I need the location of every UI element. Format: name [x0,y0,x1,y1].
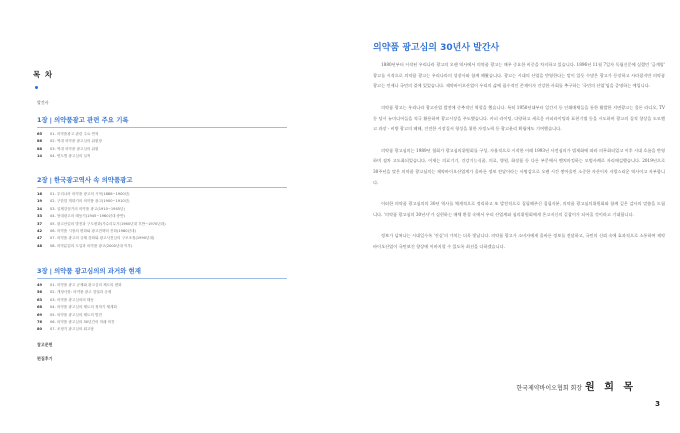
toc-item[interactable] [37,319,297,326]
toc-item-page: 56 [37,290,43,295]
chapter-divider [37,278,287,279]
preface-paragraph: 정보가 넘쳐나는 시대일수록 '진실'의 가치는 더욱 빛납니다. 의약품 광고가 소비자에게 올바른 정보를 전달하고, 국민의 신뢰 속에 효과적으로 소통하여 제약바이오산업이 국민보건 향상에 이바지할 수 있도록 최선을 다하겠습니다. [373,233,665,249]
toc-item-text: 01. 우리나라 의약품 광고의 시작(1886~1900년) [50,192,130,196]
toc-item[interactable] [37,221,297,228]
toc-item-page: 65 [37,132,43,136]
toc-preface[interactable]: 발간사 [37,100,49,105]
chapter-number: 1장 [37,116,48,124]
chapter-separator: | [49,267,52,275]
toc-chapter-1 [37,115,297,161]
toc-references[interactable]: 참고문헌 [37,342,53,347]
toc-item[interactable] [37,289,297,296]
chapter-divider [37,127,287,128]
toc-item-text: 05. 의약품 광고심의 제도의 발전 [50,312,102,317]
toc-item-page: 80 [37,327,43,332]
page-number: 3 [655,400,660,408]
toc-item-text: 08. 의약분업의 도입과 의약품 광고(2000년대 이후) [50,243,133,248]
toc-item[interactable] [37,206,297,213]
toc-item[interactable] [37,131,297,138]
toc-item-text: 05. 광고산업의 발전과 구도변화(가수리무기(1960년대 후반~1970년대) [50,221,166,226]
toc-item-text: 04. 현대광고의 태동기(1945~1960년대 중반) [50,214,125,219]
bullet-icon [35,86,38,89]
toc-item[interactable] [37,213,297,220]
chapter-heading[interactable] [37,266,297,275]
chapter-items [37,282,297,334]
chapter-number: 2장 [37,176,48,184]
toc-item-page: 33 [37,214,43,219]
chapter-title: 의약품광고 관련 주요 기록 [53,116,129,124]
toc-item-text: 07. 조정기 광고심의 회고담 [50,327,94,332]
chapter-separator: | [49,176,52,184]
chapter-divider [37,187,287,188]
toc-item[interactable] [37,282,297,289]
toc-item-text: 02. 구한말 개화기의 의약품 광고(1900~1910년) [50,199,130,204]
preface-paragraph: 이러한 의약품 광고심의의 30년 역사를 체계적으로 정리하고 또 발전적으로 집필해주신 집필자분, 의약품 광고심의위원회와 함께 깊은 감사의 말씀을 드립니다. '의약품 광고심의 30년사'가 실현하는 매체 환경 속에서 우리 산업계와 심의위원회에게 온고지신의 길잡이가 되어줄 것이라고 기대합니다. [373,201,665,217]
toc-item-text: 07. 의약품 광고의 규제 강화와 광고사전심의 구조조정(1990년대) [50,236,155,241]
toc-item[interactable] [37,235,297,242]
toc-item-page: 14 [37,154,43,159]
preface-paragraph: 의약품 광고심의는 1989년 협회가 광고심의위원회를 구성, 자율적으로 시작한 이래 1993년 사전심의가 법제화에 따라 의무화되었고 이후 시대 흐름을 반영하며 점차 고도화되었습니다. 이제는 의료기기, 건강기능식품, 의료, 방원, 화장품 등 다른 부문에서 벤치마킹하는 모범사례로 자리매김했습니다. 2019년으로 30주년을 맞은 의약품 광고심의는 제약바이오산업계가 올바른 정보 전달이라는 사명감으로 오랜 시간 쌓아올린 소중한 자산이자 자랑스러운 역사이고 자부합니다. [373,147,665,185]
toc-item[interactable] [37,198,297,205]
signature-name: 원 희 목 [585,382,636,393]
preface-paragraph: 1880년부터 시작된 우리나라 광고의 오랜 역사에서 의약품 광고는 매우 중요한 비중을 차지하고 있습니다. 1896년 11월 7일자 독립신문에 실렸던 '금계랍' 광고를 시작으로 의약품 광고는 우리나라의 성장사와 함께 해왔습니다. 광고는 시대의 산업을 반영한다는 말이 있듯 수많은 광고가 등장하고 사라졌지만 의약품 광고는 언제나 국민의 곁에 있었습니다. 제약바이오산업이 우리의 삶에 필수적인 존재이자 건강한 사회를 추구하는 '국민의 산업'임을 증명하는 예입니다. [373,62,665,89]
toc-item-page: 16 [37,192,43,196]
preface-paragraph: 의약품 광고는 우리나라 광고산업 발전에 중추적인 역할을 했습니다. 특히 1950년대부터 일간지 등 인쇄매체들을 통한 활발한 지면광고는 물론 라디오, TV 등 당시 뉴미디어들을 적극 활용하며 광고시장을 주도했습니다. 카피 라이팅, 다양하고 새로운 카피라이팅과 표현기법 등을 시도하며 광고의 질적 향상을 도모했고 과장ㆍ비방 광고의 폐해, 건전한 시장질서 형성을 위한 자정노력 등 광고윤리 확립에도 기여했습니다. [373,104,665,132]
toc-item-page: 76 [37,320,43,325]
toc-item[interactable] [37,146,297,153]
toc-item-text: 06. 의약품 광고심의 30년간의 미래 비전 [50,320,115,325]
toc-item-text: 01. 의약품광고 관련 주요 연혁 [50,132,99,136]
toc-chapter-2 [37,175,297,250]
toc-item[interactable] [37,312,297,319]
toc-item[interactable] [37,191,297,198]
toc-item-page: 69 [37,312,43,317]
toc-item[interactable] [37,138,297,145]
preface-body [373,60,665,263]
toc-item-text: 03. 일제강점기의 의약품 광고(1910~1945년) [50,206,125,211]
signature-org: 한국제약바이오협회 회장 [516,385,583,392]
toc-item[interactable] [37,153,297,160]
toc-item-page: 48 [37,243,43,248]
toc-item-text: 03. 의약품 광고심의의 태동 [50,297,94,302]
chapter-title: 한국광고역사 속 의약품광고 [53,176,133,184]
toc-item-text: 01. 의약품 광고 규제와 광고심의 제도의 변화 [50,283,122,287]
toc-item[interactable] [37,297,297,304]
toc-item-page: 24 [37,206,43,211]
toc-item-text: 02. 개정사항: 의약품 광고 검열과 규제 [50,290,112,295]
chapter-number: 3장 [37,267,48,275]
toc-item-text: 03. 역대 의약품 광고심의 위원 [50,146,99,151]
toc-item[interactable] [37,304,297,311]
toc-item[interactable] [37,326,297,333]
toc-item-page: 88 [37,146,43,151]
chapter-separator: | [49,116,52,124]
toc-item-page: 47 [37,236,43,241]
chapter-heading[interactable] [37,175,297,184]
toc-item[interactable] [37,228,297,235]
toc-item-page: 42 [37,229,43,234]
toc-postscript[interactable]: 편집후기 [37,356,53,361]
chapter-items [37,191,297,250]
toc-item-page: 63 [37,297,43,302]
preface-page [340,0,680,433]
toc-item-page: 86 [37,139,43,144]
signature [516,378,636,393]
preface-title: 의약품 광고심의 30년사 발간사 [373,43,500,53]
chapter-title: 의약품 광고심의의 과거와 현재 [53,267,141,275]
toc-item-page: 19 [37,199,43,204]
chapter-heading[interactable] [37,115,297,124]
toc-title: 목 차 [33,70,54,79]
chapter-items [37,131,297,161]
toc-item-text: 04. 연도별 광고심의 실적 [50,154,91,159]
toc-item-page: 37 [37,221,43,226]
toc-item-text: 06. 의약품 시장의 변화와 광고전략의 진화(1980년대) [50,229,136,234]
toc-item-text: 02. 역대 의약품 광고심의 위원장 [50,139,102,144]
toc-item-page: 49 [37,283,43,287]
toc-item[interactable] [37,243,297,250]
toc-chapter-3 [37,266,297,334]
toc-item-text: 04. 의약품 광고심의 제도의 정착기 체계화 [50,305,117,310]
toc-item-page: 68 [37,305,43,310]
